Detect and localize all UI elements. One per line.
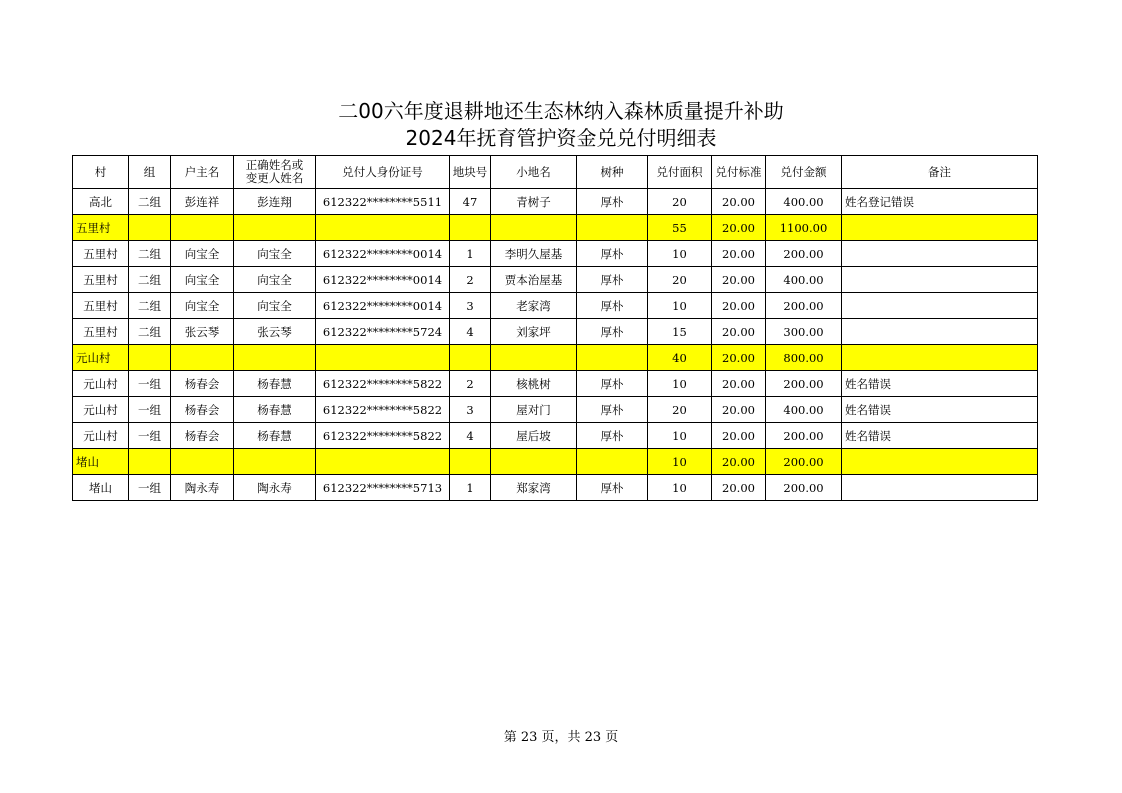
cell-group: 二组 bbox=[129, 189, 171, 215]
cell-area: 20 bbox=[648, 189, 712, 215]
cell-id-number: 612322********5822 bbox=[316, 397, 450, 423]
cell-remarks bbox=[842, 215, 1038, 241]
table-row bbox=[73, 267, 1038, 293]
cell-standard: 20.00 bbox=[712, 371, 766, 397]
cell-amount: 200.00 bbox=[766, 241, 842, 267]
cell-place-name: 刘家坪 bbox=[491, 319, 577, 345]
cell-standard: 20.00 bbox=[712, 345, 766, 371]
cell-village: 元山村 bbox=[73, 423, 129, 449]
cell-area: 10 bbox=[648, 293, 712, 319]
cell-householder: 杨春会 bbox=[171, 397, 234, 423]
header-amount: 兑付金额 bbox=[766, 156, 842, 189]
cell-plot-number: 2 bbox=[450, 371, 491, 397]
page-number: 第 23 页，共 23 页 bbox=[503, 730, 619, 745]
cell-householder: 彭连祥 bbox=[171, 189, 234, 215]
cell-householder: 向宝全 bbox=[171, 293, 234, 319]
cell-area: 55 bbox=[648, 215, 712, 241]
cell-village: 元山村 bbox=[73, 345, 129, 371]
cell-place-name bbox=[491, 345, 577, 371]
header-remarks: 备注 bbox=[842, 156, 1038, 189]
cell-householder: 张云琴 bbox=[171, 319, 234, 345]
cell-correct-name bbox=[234, 345, 316, 371]
cell-amount: 400.00 bbox=[766, 267, 842, 293]
cell-standard: 20.00 bbox=[712, 293, 766, 319]
cell-area: 40 bbox=[648, 345, 712, 371]
cell-remarks bbox=[842, 345, 1038, 371]
cell-householder bbox=[171, 215, 234, 241]
table-row bbox=[73, 371, 1038, 397]
table-row bbox=[73, 397, 1038, 423]
cell-area: 20 bbox=[648, 397, 712, 423]
subtotal-row bbox=[73, 215, 1038, 241]
cell-remarks: 姓名错误 bbox=[842, 397, 1038, 423]
header-group: 组 bbox=[129, 156, 171, 189]
cell-plot-number: 1 bbox=[450, 475, 491, 501]
cell-standard: 20.00 bbox=[712, 423, 766, 449]
header-tree-species: 树种 bbox=[577, 156, 648, 189]
cell-place-name: 贾本治屋基 bbox=[491, 267, 577, 293]
cell-correct-name: 陶永寿 bbox=[234, 475, 316, 501]
cell-standard: 20.00 bbox=[712, 189, 766, 215]
cell-place-name: 青树子 bbox=[491, 189, 577, 215]
table-row bbox=[73, 319, 1038, 345]
cell-remarks bbox=[842, 475, 1038, 501]
cell-amount: 200.00 bbox=[766, 449, 842, 475]
cell-correct-name: 向宝全 bbox=[234, 293, 316, 319]
cell-standard: 20.00 bbox=[712, 475, 766, 501]
cell-householder bbox=[171, 345, 234, 371]
cell-standard: 20.00 bbox=[712, 449, 766, 475]
cell-householder: 向宝全 bbox=[171, 241, 234, 267]
header-area: 兑付面积 bbox=[648, 156, 712, 189]
cell-plot-number: 2 bbox=[450, 267, 491, 293]
cell-place-name: 屋对门 bbox=[491, 397, 577, 423]
cell-plot-number: 4 bbox=[450, 319, 491, 345]
cell-place-name: 老家湾 bbox=[491, 293, 577, 319]
cell-village: 高北 bbox=[73, 189, 129, 215]
cell-correct-name: 彭连翔 bbox=[234, 189, 316, 215]
cell-area: 10 bbox=[648, 449, 712, 475]
cell-plot-number bbox=[450, 449, 491, 475]
cell-village: 五里村 bbox=[73, 241, 129, 267]
cell-id-number: 612322********0014 bbox=[316, 267, 450, 293]
document-title bbox=[0, 98, 1122, 152]
table-row bbox=[73, 423, 1038, 449]
cell-area: 20 bbox=[648, 267, 712, 293]
cell-group: 二组 bbox=[129, 241, 171, 267]
cell-group bbox=[129, 345, 171, 371]
header-standard: 兑付标准 bbox=[712, 156, 766, 189]
cell-plot-number bbox=[450, 345, 491, 371]
cell-village: 五里村 bbox=[73, 267, 129, 293]
cell-id-number: 612322********5724 bbox=[316, 319, 450, 345]
table-body bbox=[73, 189, 1038, 501]
cell-id-number: 612322********5822 bbox=[316, 371, 450, 397]
cell-group: 一组 bbox=[129, 423, 171, 449]
cell-correct-name bbox=[234, 449, 316, 475]
cell-area: 10 bbox=[648, 371, 712, 397]
cell-householder: 向宝全 bbox=[171, 267, 234, 293]
cell-tree-species bbox=[577, 345, 648, 371]
header-id-number: 兑付人身份证号 bbox=[316, 156, 450, 189]
cell-tree-species: 厚朴 bbox=[577, 189, 648, 215]
cell-remarks: 姓名登记错误 bbox=[842, 189, 1038, 215]
table-row bbox=[73, 293, 1038, 319]
cell-remarks bbox=[842, 293, 1038, 319]
cell-id-number: 612322********5713 bbox=[316, 475, 450, 501]
cell-plot-number: 3 bbox=[450, 397, 491, 423]
cell-id-number bbox=[316, 449, 450, 475]
cell-area: 15 bbox=[648, 319, 712, 345]
header-village: 村 bbox=[73, 156, 129, 189]
cell-standard: 20.00 bbox=[712, 215, 766, 241]
table-row bbox=[73, 241, 1038, 267]
cell-village: 五里村 bbox=[73, 215, 129, 241]
cell-amount: 300.00 bbox=[766, 319, 842, 345]
cell-standard: 20.00 bbox=[712, 267, 766, 293]
cell-amount: 200.00 bbox=[766, 371, 842, 397]
cell-plot-number: 4 bbox=[450, 423, 491, 449]
cell-id-number bbox=[316, 345, 450, 371]
cell-village: 堵山 bbox=[73, 449, 129, 475]
cell-correct-name: 杨春慧 bbox=[234, 423, 316, 449]
subtotal-row bbox=[73, 345, 1038, 371]
cell-amount: 800.00 bbox=[766, 345, 842, 371]
cell-village: 元山村 bbox=[73, 397, 129, 423]
cell-place-name: 郑家湾 bbox=[491, 475, 577, 501]
cell-householder: 杨春会 bbox=[171, 423, 234, 449]
cell-correct-name: 杨春慧 bbox=[234, 397, 316, 423]
cell-place-name: 李明久屋基 bbox=[491, 241, 577, 267]
cell-standard: 20.00 bbox=[712, 319, 766, 345]
title-line-1: 二00六年度退耕地还生态林纳入森林质量提升补助 bbox=[338, 99, 784, 123]
cell-group bbox=[129, 215, 171, 241]
cell-area: 10 bbox=[648, 475, 712, 501]
cell-village: 堵山 bbox=[73, 475, 129, 501]
cell-area: 10 bbox=[648, 241, 712, 267]
table-row bbox=[73, 475, 1038, 501]
cell-id-number: 612322********5511 bbox=[316, 189, 450, 215]
cell-correct-name bbox=[234, 215, 316, 241]
cell-id-number bbox=[316, 215, 450, 241]
cell-plot-number: 47 bbox=[450, 189, 491, 215]
cell-place-name bbox=[491, 215, 577, 241]
cell-remarks bbox=[842, 267, 1038, 293]
cell-amount: 200.00 bbox=[766, 293, 842, 319]
cell-correct-name: 向宝全 bbox=[234, 267, 316, 293]
cell-remarks: 姓名错误 bbox=[842, 423, 1038, 449]
cell-tree-species: 厚朴 bbox=[577, 241, 648, 267]
cell-amount: 400.00 bbox=[766, 189, 842, 215]
header-householder: 户主名 bbox=[171, 156, 234, 189]
header-row bbox=[73, 156, 1038, 189]
cell-remarks bbox=[842, 319, 1038, 345]
payment-detail-table bbox=[72, 155, 1038, 501]
cell-place-name: 核桃树 bbox=[491, 371, 577, 397]
cell-correct-name: 杨春慧 bbox=[234, 371, 316, 397]
cell-standard: 20.00 bbox=[712, 241, 766, 267]
cell-amount: 1100.00 bbox=[766, 215, 842, 241]
table-row bbox=[73, 189, 1038, 215]
cell-plot-number: 1 bbox=[450, 241, 491, 267]
cell-householder bbox=[171, 449, 234, 475]
cell-tree-species bbox=[577, 449, 648, 475]
cell-remarks bbox=[842, 241, 1038, 267]
cell-id-number: 612322********5822 bbox=[316, 423, 450, 449]
cell-amount: 200.00 bbox=[766, 423, 842, 449]
cell-remarks: 姓名错误 bbox=[842, 371, 1038, 397]
header-correct-name: 正确姓名或 变更人姓名 bbox=[234, 156, 316, 189]
cell-correct-name: 向宝全 bbox=[234, 241, 316, 267]
cell-tree-species: 厚朴 bbox=[577, 319, 648, 345]
cell-group: 二组 bbox=[129, 293, 171, 319]
cell-tree-species bbox=[577, 215, 648, 241]
cell-area: 10 bbox=[648, 423, 712, 449]
cell-group bbox=[129, 449, 171, 475]
cell-amount: 200.00 bbox=[766, 475, 842, 501]
cell-householder: 杨春会 bbox=[171, 371, 234, 397]
cell-tree-species: 厚朴 bbox=[577, 423, 648, 449]
cell-id-number: 612322********0014 bbox=[316, 241, 450, 267]
cell-tree-species: 厚朴 bbox=[577, 397, 648, 423]
cell-group: 二组 bbox=[129, 267, 171, 293]
cell-standard: 20.00 bbox=[712, 397, 766, 423]
cell-plot-number: 3 bbox=[450, 293, 491, 319]
cell-place-name: 屋后坡 bbox=[491, 423, 577, 449]
cell-tree-species: 厚朴 bbox=[577, 475, 648, 501]
cell-place-name bbox=[491, 449, 577, 475]
cell-correct-name: 张云琴 bbox=[234, 319, 316, 345]
title-line-2: 2024年抚育管护资金兑兑付明细表 bbox=[405, 126, 717, 150]
cell-plot-number bbox=[450, 215, 491, 241]
cell-tree-species: 厚朴 bbox=[577, 371, 648, 397]
header-place-name: 小地名 bbox=[491, 156, 577, 189]
subtotal-row bbox=[73, 449, 1038, 475]
cell-group: 一组 bbox=[129, 371, 171, 397]
cell-amount: 400.00 bbox=[766, 397, 842, 423]
cell-tree-species: 厚朴 bbox=[577, 293, 648, 319]
cell-id-number: 612322********0014 bbox=[316, 293, 450, 319]
cell-tree-species: 厚朴 bbox=[577, 267, 648, 293]
cell-householder: 陶永寿 bbox=[171, 475, 234, 501]
cell-village: 元山村 bbox=[73, 371, 129, 397]
cell-village: 五里村 bbox=[73, 319, 129, 345]
cell-village: 五里村 bbox=[73, 293, 129, 319]
cell-group: 一组 bbox=[129, 475, 171, 501]
cell-group: 一组 bbox=[129, 397, 171, 423]
cell-group: 二组 bbox=[129, 319, 171, 345]
header-plot-number: 地块号 bbox=[450, 156, 491, 189]
cell-remarks bbox=[842, 449, 1038, 475]
